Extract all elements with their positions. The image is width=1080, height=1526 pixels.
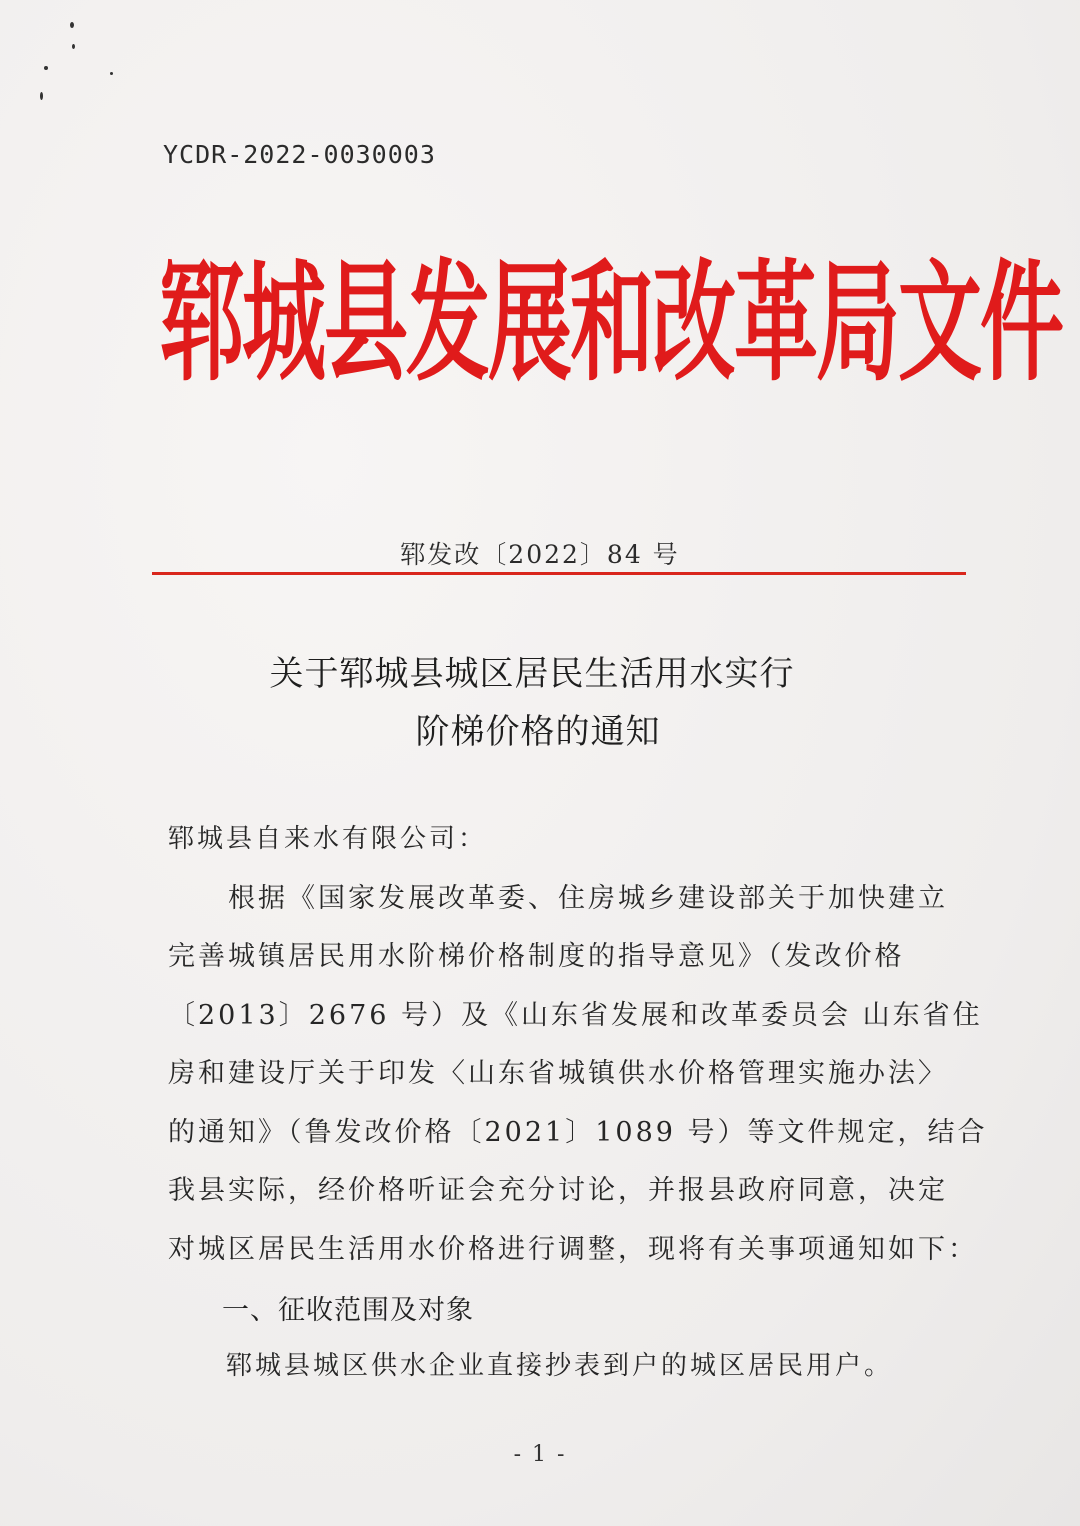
body-line: 根据《国家发展改革委、住房城乡建设部关于加快建立 (228, 883, 948, 914)
notice-title-line-1: 关于郓城县城区居民生活用水实行 (269, 654, 795, 694)
section-heading: 一、征收范围及对象 (222, 1295, 474, 1326)
body-line: 的通知》（鲁发改价格〔2021〕1089 号）等文件规定，结合 (168, 1117, 988, 1148)
issuer-title: 郓城县发展和改革局文件 (160, 247, 1063, 399)
body-line: 完善城镇居民用水阶梯价格制度的指导意见》（发改价格 (168, 941, 905, 972)
scan-speck (72, 44, 75, 49)
page-number: - 1 - (513, 1442, 567, 1467)
red-divider (152, 572, 966, 575)
scan-speck (44, 66, 48, 70)
body-line: 〔2013〕2676 号）及《山东省发展和改革委员会 山东省住 (168, 1000, 983, 1031)
scan-speck (40, 92, 43, 100)
notice-title-line-2: 阶梯价格的通知 (415, 712, 661, 752)
section-text: 郓城县城区供水企业直接抄表到户的城区居民用户。 (226, 1351, 894, 1381)
body-line: 对城区居民生活用水价格进行调整，现将有关事项通知如下： (168, 1234, 978, 1265)
body-line: 我县实际，经价格听证会充分讨论，并报县政府同意，决定 (168, 1175, 948, 1206)
scan-speck (110, 72, 113, 75)
recipient: 郓城县自来水有限公司： (168, 824, 488, 854)
document-number: 郓发改〔2022〕84 号 (400, 540, 680, 569)
document-code: YCDR-2022-0030003 (163, 140, 436, 169)
body-line: 房和建设厅关于印发〈山东省城镇供水价格管理实施办法〉 (168, 1058, 948, 1089)
scan-speck (70, 22, 74, 28)
